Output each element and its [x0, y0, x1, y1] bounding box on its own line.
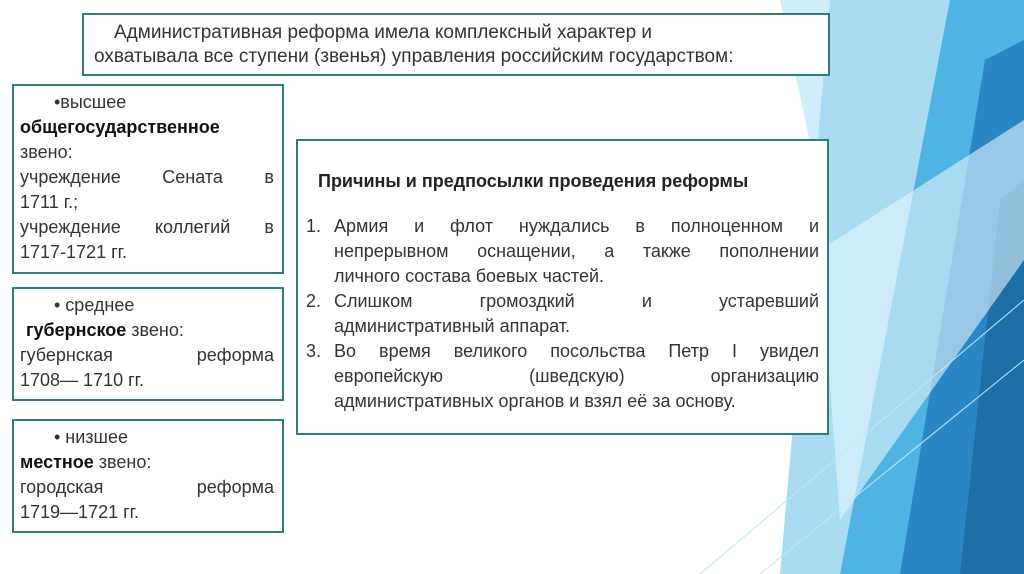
low-level-bullet: • низшее	[54, 427, 129, 447]
low-level-bold: местное	[20, 452, 94, 472]
reason-item	[306, 214, 819, 289]
reason-number: 2.	[306, 291, 322, 311]
low-level-line3: городская реформа	[20, 477, 274, 497]
reason-line: Армия и флот нуждались в полноценном и	[334, 216, 819, 236]
title-line-1: Административная реформа имела комплексный характер и	[114, 22, 653, 43]
top-level-line5: 1711 г.;	[20, 192, 79, 212]
reason-line: европейскую (шведскую) организацию	[334, 366, 819, 386]
mid-level-line4: 1708— 1710 гг.	[20, 370, 145, 390]
mid-level-box	[12, 287, 284, 401]
top-level-bullet: •высшее	[54, 92, 127, 112]
reason-number: 3.	[306, 341, 322, 361]
reason-line: Во время великого посольства Петр I увидел	[334, 341, 819, 361]
top-level-bold: общегосударственное	[20, 117, 220, 137]
mid-level-bullet: • среднее	[54, 295, 135, 315]
reason-number: 1.	[306, 216, 322, 236]
reason-line: личного состава боевых частей.	[334, 266, 605, 286]
low-level-line4: 1719—1721 гг.	[20, 502, 140, 522]
top-level-line4: учреждение Сената в	[20, 167, 274, 187]
low-level-box	[12, 419, 284, 533]
title-line-2: охватывала все ступени (звенья) управления российским государством:	[94, 46, 734, 67]
reason-item	[306, 289, 819, 339]
top-level-suffix: звено:	[20, 142, 73, 162]
top-level-box	[12, 84, 284, 274]
reason-item	[306, 339, 819, 414]
reason-line: непрерывном оснащении, а также пополнении	[334, 241, 819, 261]
mid-level-line3: губернская реформа	[20, 345, 274, 365]
top-level-line7: 1717-1721 гг.	[20, 242, 128, 262]
mid-level-suffix: звено:	[126, 320, 184, 340]
reasons-box	[296, 139, 829, 435]
reason-line: административный аппарат.	[334, 316, 570, 336]
reason-line: административных органов и взял её за основу.	[334, 391, 736, 411]
low-level-suffix: звено:	[93, 452, 152, 472]
reason-line: Слишком громоздкий и устаревший	[334, 291, 819, 311]
mid-level-bold: губернское	[26, 320, 127, 340]
reasons-title: Причины и предпосылки проведения реформы	[318, 171, 749, 191]
top-level-line6: учреждение коллегий в	[20, 217, 274, 237]
title-box	[82, 13, 830, 76]
